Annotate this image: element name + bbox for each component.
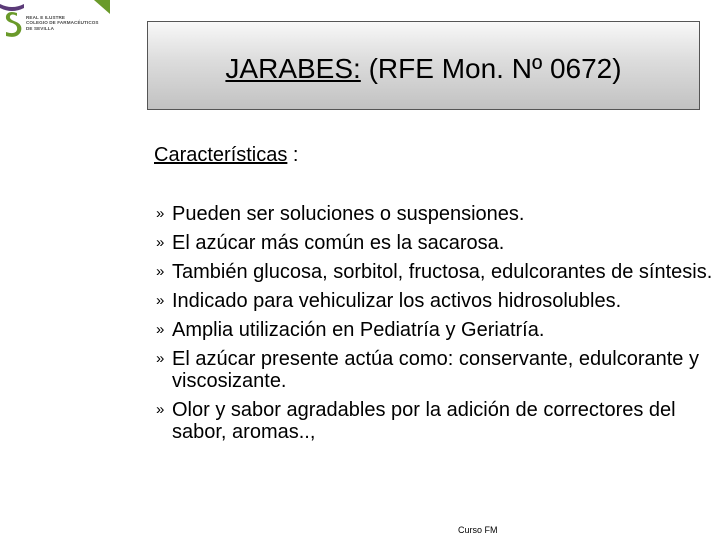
bullet-marker: » [156,234,165,251]
list-item-text: Olor y sabor agradables por la adición de correctores del sabor, aromas.., [172,399,676,443]
section-heading-text: Características [154,144,288,166]
bullet-marker: » [156,263,165,280]
title-box [147,21,700,110]
list-item [156,348,718,392]
list-item [156,290,718,312]
college-name-line3: DE SEVILLA [26,25,55,31]
section-heading [154,144,299,167]
list-item [156,399,718,443]
list-item-text: Pueden ser soluciones o suspensiones. [172,203,525,225]
list-item-text: Indicado para vehiculizar los activos hidrosolubles. [172,290,622,312]
characteristics-list [156,203,718,450]
college-name-line2: COLEGIO DE FARMACÉUTICOS [26,20,99,26]
slide-title [225,53,621,85]
bullet-marker: » [156,350,165,367]
footer-text: Curso FM [458,525,498,535]
college-logo [0,0,110,42]
list-item [156,261,718,283]
bullet-marker: » [156,321,165,338]
list-item-text: El azúcar más común es la sacarosa. [172,232,505,254]
bullet-marker: » [156,401,165,418]
college-name-line1: REAL E ILUSTRE [26,15,66,20]
slide-title-rest: (RFE Mon. Nº 0672) [360,52,622,84]
list-item [156,319,718,341]
slide-title-main: JARABES: [225,52,361,84]
list-item-text: Amplia utilización en Pediatría y Geriatría. [172,319,545,341]
list-item-text: También glucosa, sorbitol, fructosa, edulcorantes de síntesis. [172,261,713,283]
section-heading-suffix: : [287,144,299,166]
list-item [156,203,718,225]
list-item-text: El azúcar presente actúa como: conservante, edulcorante y viscosizante. [172,348,699,392]
list-item [156,232,718,254]
bullet-marker: » [156,205,165,222]
bullet-marker: » [156,292,165,309]
college-name [26,15,99,31]
